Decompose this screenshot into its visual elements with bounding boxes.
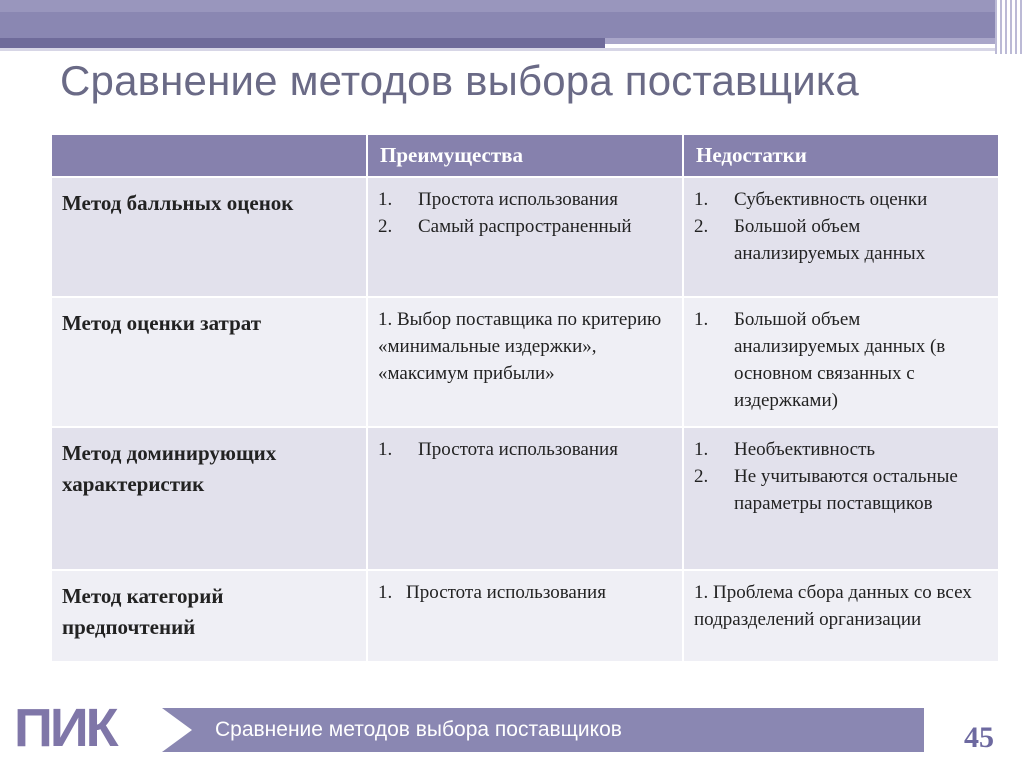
disadvantages-list [694,306,988,414]
list-item [378,436,672,463]
list-item [694,213,988,267]
disadvantages-cell [683,177,999,297]
table-row [51,427,999,570]
item-text: Большой объем анализируемых данных [734,216,926,264]
item-text: Простота использования [418,189,618,210]
list-item [694,436,988,463]
advantages-cell [367,570,683,662]
list-item [378,579,672,606]
disadvantages-list [694,436,988,517]
header-disadvantages: Недостатки [683,134,999,177]
header-empty-cell [51,134,367,177]
item-text: Необъективность [734,439,876,460]
item-number: 1. [694,439,709,460]
disadvantages-list [694,186,988,267]
item-text: Простота использования [406,582,606,603]
item-number: 1. [378,189,393,210]
item-text: Самый распространенный [418,216,632,237]
item-number: 1. [694,189,709,210]
list-item [694,306,988,414]
disadvantages-cell [683,297,999,427]
band-lower-light [605,38,995,44]
advantages-list [378,186,672,240]
advantages-list [378,436,672,463]
disadvantages-cell [683,427,999,570]
list-item [694,463,988,517]
top-decorative-band [0,0,1024,54]
item-text: Субъективность оценки [734,189,928,210]
item-text: Не учитываются остальные параметры поставщиков [734,466,958,514]
comparison-table [50,133,1000,663]
method-name: Метод оценки затрат [51,297,367,427]
band-right-stripes [995,0,1024,54]
band-shade [0,0,995,12]
advantages-cell: 1. Выбор поставщика по критерию «минимальные издержки», «максимум прибыли» [367,297,683,427]
table-header-row [51,134,999,177]
advantages-list [378,579,672,606]
table-row [51,177,999,297]
footer-notch [162,708,192,752]
item-number: 2. [694,216,709,237]
item-text: Большой объем анализируемых данных (в основном связанных с издержками) [734,309,946,411]
disadvantages-cell: 1. Проблема сбора данных со всех подразделений организации [683,570,999,662]
item-number: 2. [694,466,709,487]
page-number: 45 [964,721,994,754]
pik-logo: ПИК [14,698,116,758]
list-item [378,213,672,240]
item-number: 1. [694,309,709,330]
method-name: Метод доминирующих характеристик [51,427,367,570]
method-name: Метод балльных оценок [51,177,367,297]
item-number: 1. [378,439,393,460]
table-row [51,297,999,427]
footer-caption: Сравнение методов выбора поставщиков [215,718,622,741]
list-item [694,186,988,213]
band-under-line [0,48,1024,51]
item-number: 1. [378,582,393,603]
page-title: Сравнение методов выбора поставщика [60,57,859,104]
band-lower [0,38,605,48]
advantages-cell [367,177,683,297]
list-item [378,186,672,213]
item-number: 2. [378,216,393,237]
table-row [51,570,999,662]
advantages-cell [367,427,683,570]
header-advantages: Преимущества [367,134,683,177]
method-name: Метод категорий предпочтений [51,570,367,662]
item-text: Простота использования [418,439,618,460]
